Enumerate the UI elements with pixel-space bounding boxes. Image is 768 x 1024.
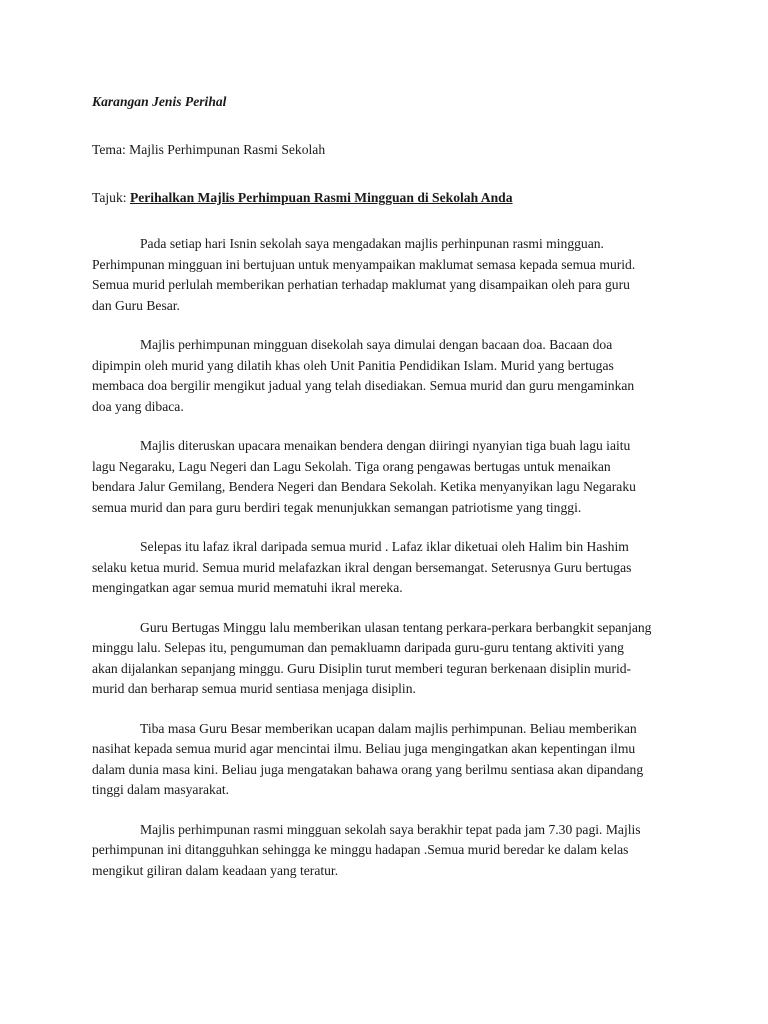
essay-title: Perihalkan Majlis Perhimpuan Rasmi Mingguan di Sekolah Anda	[129, 190, 513, 205]
paragraph-5: Guru Bertugas Minggu lalu memberikan ulasan tentang perkara-perkara berbangkit sepanjang minggu lalu. Selepas itu, pengumuman dan pemakluamn daripada guru-guru tentang aktiviti yang akan dijalankan sepanjang minggu. Guru Disiplin turut memberi teguran berkenaan disiplin murid- murid dan berharap semua murid sentiasa menjaga disiplin.	[92, 619, 652, 696]
paragraph-7: Majlis perhimpunan rasmi mingguan sekolah saya berakhir tepat pada jam 7.30 pagi. Majlis perhimpunan ini ditangguhkan sehingga ke minggu hadapan .Semua murid beredar ke dalam kelas mengikut giliran dalam keadaan yang teratur.	[92, 821, 641, 878]
essay-theme: Tema: Majlis Perhimpunan Rasmi Sekolah	[92, 142, 326, 157]
essay-type-heading: Karangan Jenis Perihal	[92, 94, 227, 109]
essay-body	[92, 234, 670, 900]
paragraph-3: Majlis diteruskan upacara menaikan bendera dengan diiringi nyanyian tiga buah lagu iaitu lagu Negaraku, Lagu Negeri dan Lagu Sekolah. Tiga orang pengawas bertugas untuk menaikan bendara Jalur Gemilang, Bendera Negeri dan Bendara Sekolah. Ketika menyanyikan lagu Negaraku semua murid dan para guru berdiri tegak menunjukkan semangan patriotisme yang tinggi.	[92, 438, 636, 515]
title-prefix: Tajuk:	[92, 190, 130, 205]
paragraph-4: Selepas itu lafaz ikral daripada semua murid . Lafaz iklar diketuai oleh Halim bin Hashim selaku ketua murid. Semua murid melafazkan ikral dengan bersemangat. Seterusnya Guru bertugas mengingatkan agar semua murid mematuhi ikral mereka.	[92, 539, 632, 595]
paragraph-1: Pada setiap hari Isnin sekolah saya mengadakan majlis perhinpunan rasmi mingguan. Perhimpunan mingguan ini bertujuan untuk menyampaikan maklumat semasa kepada semua murid. Semua murid perlulah memberikan perhatian terhadap maklumat yang disampaikan oleh para guru dan Guru Besar.	[92, 236, 636, 313]
paragraph-2: Majlis perhimpunan mingguan disekolah saya dimulai dengan bacaan doa. Bacaan doa dipimpin oleh murid yang dilatih khas oleh Unit Panitia Pendidikan Islam. Murid yang bertugas membaca doa bergilir mengikut jadual yang telah disediakan. Semua murid dan guru mengaminkan doa yang dibaca.	[92, 337, 635, 414]
essay-title-line	[92, 188, 513, 209]
paragraph-6: Tiba masa Guru Besar memberikan ucapan dalam majlis perhimpunan. Beliau memberikan nasihat kepada semua murid agar mencintai ilmu. Beliau juga mengingatkan akan kepentingan ilmu dalam dunia masa kini. Beliau juga mengatakan bahawa orang yang berilmu sentiasa akan dipandang tinggi dalam masyarakat.	[92, 720, 644, 797]
